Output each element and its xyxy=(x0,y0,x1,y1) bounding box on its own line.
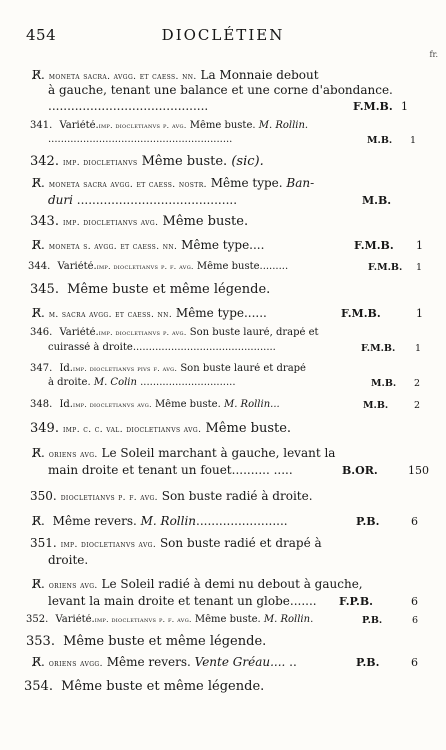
entry-line xyxy=(30,120,426,131)
page-header xyxy=(0,26,446,48)
legend-text: imp. diocletianvs pivs f. avg. xyxy=(72,364,178,373)
price-value: 1 xyxy=(410,135,417,146)
entry-number: 349. xyxy=(30,421,59,436)
provenance-text: duri xyxy=(48,193,73,207)
entry-text: .......................................... xyxy=(72,193,238,207)
entry-text: à gauche, tenant une balance et une corne d'abondance. xyxy=(48,83,393,97)
provenance-text: M. Rollin. xyxy=(255,120,309,131)
legend-text: imp. diocletianvs p. avg. xyxy=(98,121,187,130)
entry-number: 345. xyxy=(30,282,59,297)
entry-number: 352. xyxy=(26,614,49,625)
entry-line xyxy=(32,176,426,190)
price-value: 1 xyxy=(416,307,423,320)
entry-text: Même buste et même légende. xyxy=(62,282,271,297)
legend-text: m. sacra avgg. et caess. nn. xyxy=(48,310,173,320)
price-value: 2 xyxy=(414,400,421,411)
provenance-text: M. Rollin. xyxy=(260,614,314,625)
entry-text: Même buste et même légende. xyxy=(56,679,265,694)
entry-text: droite. xyxy=(48,553,89,567)
entry-text: Même buste. xyxy=(151,399,221,410)
price-value: 6 xyxy=(411,595,418,608)
page-title: DIOCLÉTIEN xyxy=(161,26,285,44)
entry-text: .......................................................... xyxy=(48,134,233,145)
entry-line xyxy=(48,99,349,113)
entry-line xyxy=(32,514,352,528)
entry-number: 348. xyxy=(30,399,53,410)
entry-text: main droite et tenant un fouet.......... ..... xyxy=(48,463,293,477)
price-value: 6 xyxy=(411,656,418,669)
metal-module: P.B. xyxy=(356,656,380,669)
legend-text: imp. c. c. val. diocletianvs avg. xyxy=(62,425,202,435)
legend-text: oriens avgg. xyxy=(48,659,103,669)
provenance-text: Vente Gréau.... xyxy=(190,655,286,669)
entry-text: Le Soleil radié à demi nu debout à gauche, xyxy=(97,577,363,591)
entry-line xyxy=(32,577,426,591)
entry-text: Id. xyxy=(56,363,73,374)
provenance-text: (sic). xyxy=(227,154,264,169)
legend-text: imp. diocletianvs avg. xyxy=(60,540,157,550)
metal-module: M.B. xyxy=(362,194,392,207)
entry-line xyxy=(48,553,426,567)
entry-text: .......................................... xyxy=(48,99,209,113)
entry-text: ........................ xyxy=(196,514,288,528)
entry-text: .. xyxy=(285,655,297,669)
entry-line xyxy=(48,342,357,353)
legend-text: moneta sacra avgg. et caess. nostr. xyxy=(48,180,207,190)
entry-line xyxy=(30,489,426,503)
legend-text: diocletianvs p. f. avg. xyxy=(60,493,158,503)
entry-text: Le Soleil marchant à gauche, levant la xyxy=(97,446,336,460)
entry-number: 354. xyxy=(24,679,53,694)
legend-text: imp. diocletianvs avg. xyxy=(72,400,152,409)
legend-text: moneta s. avgg. et caess. nn. xyxy=(48,242,178,252)
reverse-mark: R̸. xyxy=(32,577,45,591)
metal-module: M.B. xyxy=(367,135,393,146)
entry-line xyxy=(30,327,426,338)
entry-number: 353. xyxy=(26,634,55,649)
entry-line xyxy=(32,306,337,320)
entry-text: Même type. xyxy=(206,176,283,190)
entry-line xyxy=(26,634,426,649)
metal-module: P.B. xyxy=(356,515,380,528)
entry-text: Même type...... xyxy=(172,306,267,320)
entry-line xyxy=(30,421,426,436)
entry-number: 351. xyxy=(30,536,57,550)
metal-module: F.M.B. xyxy=(361,343,396,354)
provenance-text: M. Colin xyxy=(90,377,137,388)
entry-text: Variété. xyxy=(56,120,99,131)
legend-text: imp. diocletianvs p. avg. xyxy=(98,328,187,337)
entry-line xyxy=(24,679,426,694)
price-value: 6 xyxy=(411,515,418,528)
price-value: 6 xyxy=(412,615,419,626)
entry-number: 341. xyxy=(30,120,53,131)
entry-text: Même buste et même légende. xyxy=(58,634,267,649)
entry-text: La Monnaie debout xyxy=(196,68,319,82)
metal-module: F.M.B. xyxy=(341,307,381,320)
entry-text: Même buste......... xyxy=(193,261,289,272)
entry-text: levant la main droite et tenant un globe....... xyxy=(48,594,317,608)
entry-line xyxy=(32,446,426,460)
reverse-mark: R̸. xyxy=(32,514,45,528)
entry-text: cuirassé à droite............................................. xyxy=(48,342,276,353)
legend-text: imp. diocletianvs p. f. avg. xyxy=(96,262,194,271)
entry-number: 344. xyxy=(28,261,51,272)
entry-line xyxy=(30,282,426,297)
entry-line xyxy=(48,134,363,145)
reverse-mark: R̸. xyxy=(32,655,45,669)
price-value: 150 xyxy=(408,464,429,477)
price-value: 2 xyxy=(414,378,421,389)
entry-text: .............................. xyxy=(136,377,236,388)
entry-text: Variété. xyxy=(52,614,95,625)
entry-text: Son buste radié à droite. xyxy=(157,489,313,503)
entry-text: Même buste. xyxy=(191,614,261,625)
reverse-mark: R̸. xyxy=(32,238,45,252)
entry-line xyxy=(32,68,426,82)
provenance-text: M. Rollin... xyxy=(220,399,280,410)
metal-module: P.B. xyxy=(362,615,383,626)
entry-text: Variété. xyxy=(54,261,97,272)
legend-text: imp. diocletianvs xyxy=(62,158,138,168)
page-number: 454 xyxy=(26,26,57,44)
reverse-mark: R̸. xyxy=(32,446,45,460)
metal-module: F.M.B. xyxy=(354,239,394,252)
entry-text: Même type.... xyxy=(177,238,265,252)
entry-text: Son buste radié et drapé à xyxy=(156,536,322,550)
entry-text: Même buste. xyxy=(186,120,256,131)
price-value: 1 xyxy=(416,262,423,273)
entry-number: 347. xyxy=(30,363,53,374)
metal-module: B.OR. xyxy=(342,464,378,477)
entry-number: 343. xyxy=(30,214,59,229)
entry-text: Son buste lauré et drapé xyxy=(177,363,306,374)
entry-line xyxy=(48,193,358,207)
legend-text: oriens avg. xyxy=(48,450,98,460)
price-value: 1 xyxy=(401,100,408,113)
entry-text: Même buste. xyxy=(158,214,249,229)
metal-module: M.B. xyxy=(371,378,397,389)
entry-number: 346. xyxy=(30,327,53,338)
provenance-text: Ban- xyxy=(282,176,315,190)
reverse-mark: R̸. xyxy=(32,176,45,190)
entry-line xyxy=(30,154,426,169)
entry-line xyxy=(48,463,338,477)
entry-line xyxy=(26,614,358,625)
entry-line xyxy=(48,83,426,97)
entry-text: Son buste lauré, drapé et xyxy=(186,327,319,338)
entry-line xyxy=(30,214,426,229)
entry-line xyxy=(30,399,359,410)
metal-module: F.M.B. xyxy=(353,100,393,113)
reverse-mark: R̸. xyxy=(32,68,45,82)
metal-module: F.P.B. xyxy=(339,595,373,608)
entry-line xyxy=(28,261,364,272)
entry-line xyxy=(48,594,335,608)
entry-line xyxy=(32,655,352,669)
entry-line xyxy=(32,238,350,252)
column-mark: fr. xyxy=(429,50,438,59)
entry-text: Id. xyxy=(56,399,73,410)
price-value: 1 xyxy=(416,239,423,252)
entry-number: 342. xyxy=(30,154,59,169)
legend-text: moneta sacra. avgg. et caess. nn. xyxy=(48,72,197,82)
metal-module: F.M.B. xyxy=(368,262,403,273)
legend-text: oriens avg. xyxy=(48,581,98,591)
entry-text: Même buste. xyxy=(201,421,292,436)
entry-line xyxy=(30,536,426,550)
entry-text: à droite. xyxy=(48,377,91,388)
entry-line xyxy=(48,377,367,388)
reverse-mark: R̸. xyxy=(32,306,45,320)
legend-text: imp. diocletianvs p. f. avg. xyxy=(94,615,192,624)
entry-text: Variété. xyxy=(56,327,99,338)
provenance-text: M. Rollin xyxy=(136,514,197,528)
price-value: 1 xyxy=(415,343,422,354)
entry-number: 350. xyxy=(30,489,57,503)
entry-line xyxy=(30,363,426,374)
entry-text: Même revers. xyxy=(102,655,191,669)
entry-text: Même buste. xyxy=(137,154,228,169)
metal-module: M.B. xyxy=(363,400,389,411)
legend-text: imp. diocletianvs avg. xyxy=(62,218,159,228)
entry-text: Même revers. xyxy=(48,514,137,528)
